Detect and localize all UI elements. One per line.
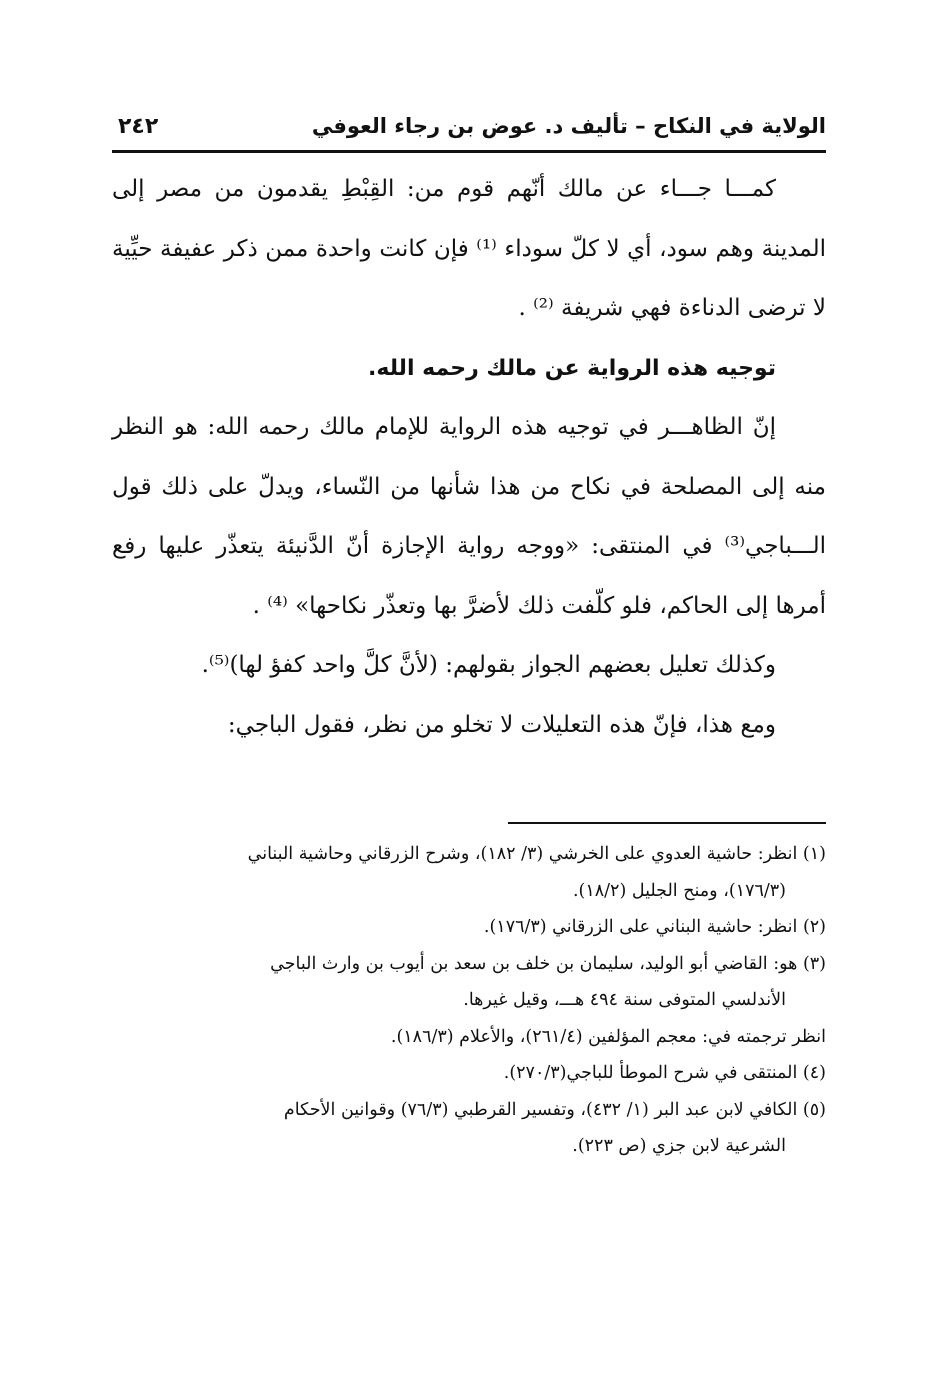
header-rule — [112, 150, 826, 153]
footnote-5-continued: الشرعية لابن جزي (ص ٢٢٣). — [572, 1136, 786, 1156]
section-heading: توجيه هذه الرواية عن مالك رحمه الله. — [368, 355, 776, 381]
footnotes — [112, 836, 826, 1165]
main-text — [112, 160, 826, 755]
footnote-3-reference: انظر ترجمته في: معجم المؤلفين (٢٦١/٤)، والأعلام (١٨٦/٣). — [390, 1026, 826, 1047]
footnote-4: (٤) المنتقى في شرح الموطأ للباجي(٢٧٠/٣). — [503, 1063, 826, 1083]
page-header — [112, 108, 826, 150]
running-title: الولاية في النكاح – تأليف د. عوض بن رجاء العوفي — [311, 114, 826, 138]
footnote-1: (١) انظر: حاشية العدوي على الخرشي (٣/ ١٨٢)، وشرح الزرقاني وحاشية البناني — [247, 844, 826, 864]
paragraph-1: كمـــا جـــاء عن مالك أنّهم قوم من: القِبْطِ يقدمون من مصر إلى المدينة وهم سود، أي لا كلّ سوداء ⁽¹⁾ فإن كانت واحدة ممن ذكر عفيفة حيِّية لا ترضى الدناءة فهي شريفة ⁽²⁾ . — [112, 176, 827, 321]
paragraph-4: ومع هذا، فإنّ هذه التعليلات لا تخلو من نظر، فقول الباجي: — [227, 711, 776, 738]
footnote-separator — [508, 822, 826, 824]
paragraph-2: إنّ الظاهـــر في توجيه هذه الرواية للإمام مالك رحمه الله: هو النظر منه إلى المصلحة في نكاح من هذا شأنها من النّساء، ويدلّ على ذلك قول الـــباجي⁽³⁾ في المنتقى: «ووجه رواية الإجازة أنّ الدَّنيئة يتعذّر عليها رفع أمرها إلى الحاكم، فلو كلّفت ذلك لأضرَّ بها وتعذّر نكاحها» ⁽⁴⁾ . — [112, 414, 826, 619]
paragraph-3: وكذلك تعليل بعضهم الجواز بقولهم: (لأنَّ كلَّ واحد كفؤ لها)⁽⁵⁾. — [201, 652, 776, 678]
footnote-2: (٢) انظر: حاشية البناني على الزرقاني (١٧٦/٣). — [483, 917, 826, 937]
footnote-1-continued: (١٧٦/٣)، ومنح الجليل (١٨/٢). — [572, 880, 786, 901]
footnote-5: (٥) الكافي لابن عبد البر (١/ ٤٣٢)، وتفسير القرطبي (٧٦/٣) وقوانين الأحكام — [283, 1099, 826, 1120]
page-number: ٢٤٢ — [118, 114, 159, 139]
footnote-3: (٣) هو: القاضي أبو الوليد، سليمان بن خلف بن سعد بن أيوب بن وارث الباجي — [270, 953, 826, 974]
footnote-3-continued: الأندلسي المتوفى سنة ٤٩٤ هـــ، وقيل غيرها. — [463, 990, 786, 1010]
